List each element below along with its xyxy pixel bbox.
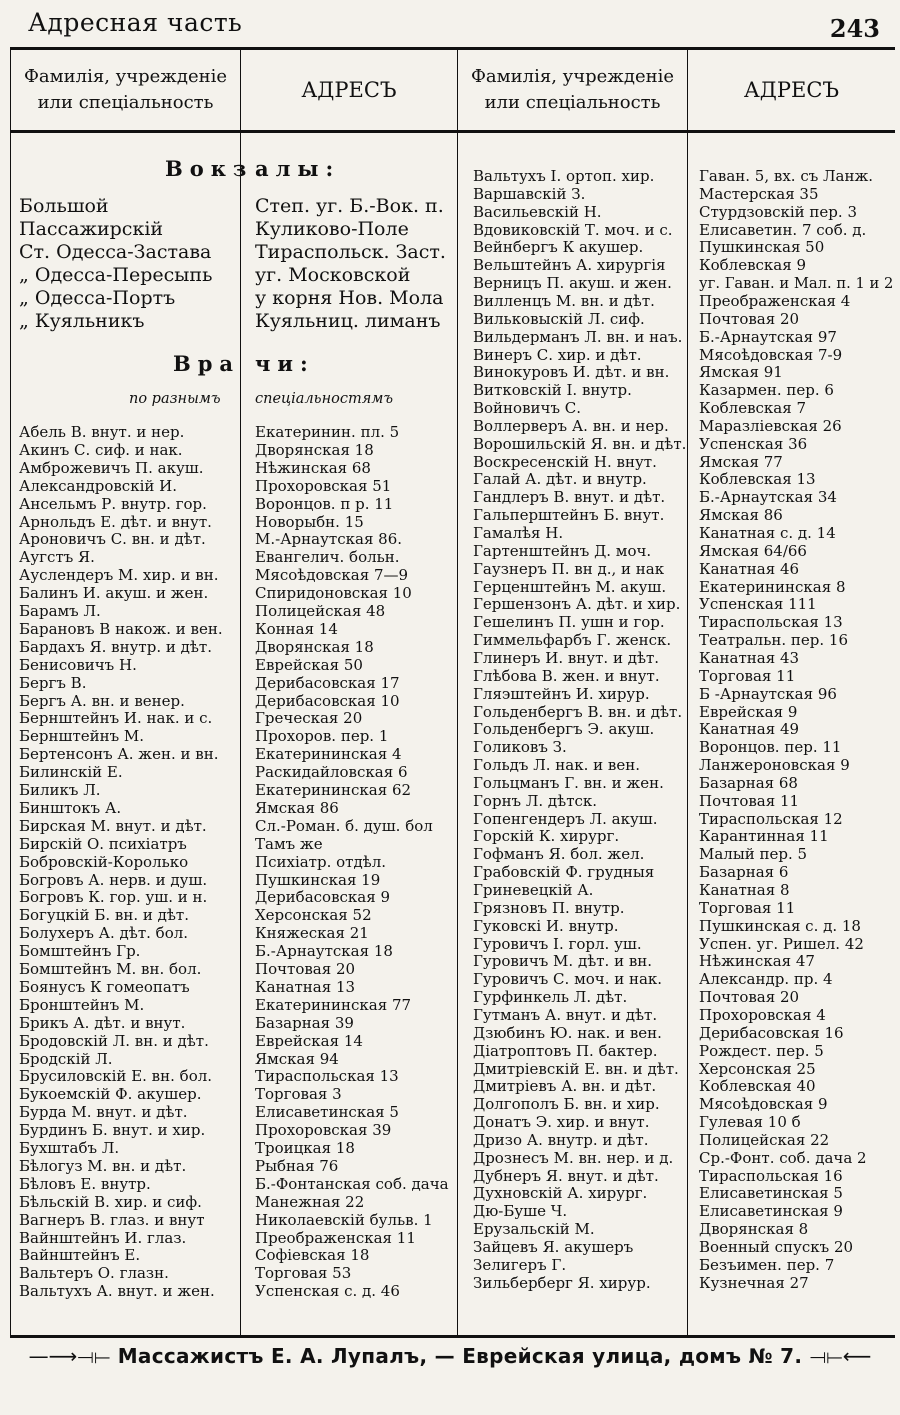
doctor-address: Коблевская 9 bbox=[699, 256, 807, 275]
doctor-address: Прохоровская 4 bbox=[699, 1005, 826, 1024]
advertisement-footer bbox=[0, 1344, 900, 1368]
advertisement-text: Массажистъ Е. А. Лупалъ, — Еврейская улица, домъ № 7. bbox=[117, 1344, 803, 1368]
doctor-address: Николаевскій бульв. 1 bbox=[255, 1210, 433, 1229]
doctor-name: Голиковъ З. bbox=[473, 738, 567, 757]
doctor-address: Раскидайловская 6 bbox=[255, 763, 408, 782]
doctor-name: Горнъ Л. дѣтск. bbox=[473, 791, 598, 810]
doctor-address: Екатеринин. пл. 5 bbox=[255, 423, 400, 441]
doctor-name: Варшавскій З. bbox=[473, 184, 586, 203]
doctor-name: Бухштабъ Л. bbox=[19, 1139, 120, 1157]
doctor-name: Боянусъ К гомеопатъ bbox=[19, 977, 190, 996]
doctor-address: Конная 14 bbox=[255, 619, 338, 638]
doctor-name: Гандлеръ В. внут. и дѣт. bbox=[473, 488, 666, 507]
doctor-name: Гуровичъ М. дѣт. и вн. bbox=[473, 952, 653, 971]
doctor-name: Зайцевъ Я. акушеръ bbox=[473, 1238, 634, 1256]
doctor-name: Діатроптовъ П. бактер. bbox=[473, 1041, 658, 1060]
doctor-address: Б.-Фонтанская соб. дача bbox=[255, 1174, 449, 1193]
page-header bbox=[14, 2, 880, 42]
doctor-name: Дубнеръ Я. внут. и дѣт. bbox=[473, 1166, 659, 1185]
doctor-name: Дрознесъ М. вн. нер. и д. bbox=[473, 1148, 674, 1167]
doctor-name: Глинеръ И. внут. и дѣт. bbox=[473, 648, 660, 667]
doctor-name: Аугстъ Я. bbox=[19, 548, 95, 567]
doctor-address: Прохоровская 39 bbox=[255, 1121, 392, 1140]
doctor-address: Троицкая 18 bbox=[255, 1139, 355, 1157]
doctor-address: Торговая 53 bbox=[255, 1264, 352, 1283]
doctor-name: Зелигеръ Г. bbox=[473, 1255, 567, 1274]
doctor-address: Б.-Арнаутская 97 bbox=[699, 327, 837, 346]
station-name: Большой bbox=[19, 195, 109, 217]
doctor-address: Почтовая 20 bbox=[255, 960, 356, 978]
doctor-address: Елисаветин. 7 соб. д. bbox=[699, 220, 867, 239]
doctor-name: Долгополъ Б. вн. и хир. bbox=[473, 1095, 660, 1114]
doctor-address: Тираспольская 12 bbox=[699, 809, 843, 828]
doctor-address: Успенская 111 bbox=[699, 595, 817, 614]
doctor-address: Гулевая 10 б bbox=[699, 1113, 801, 1132]
doctor-name: Горскій К. хирург. bbox=[473, 827, 620, 846]
doctor-name: Верницъ П. акуш. и жен. bbox=[473, 274, 672, 293]
doctor-address: Канатная 13 bbox=[255, 977, 356, 996]
ornament-right: ⟞⟝⟵ bbox=[809, 1344, 872, 1368]
doctor-name: Духновскій А. хирург. bbox=[473, 1184, 648, 1203]
doctor-name: Гуровичъ І. горл. уш. bbox=[473, 934, 642, 953]
doctor-address: Екатерининская 77 bbox=[255, 995, 412, 1014]
doctor-address: Дерибасовская 16 bbox=[699, 1023, 844, 1042]
doctor-address: Почтовая 11 bbox=[699, 791, 800, 810]
station-address: Куликово-Поле bbox=[255, 218, 409, 240]
station-name: „ Одесса-Портъ bbox=[19, 287, 176, 309]
doctor-name: Грязновъ П. внутр. bbox=[473, 898, 625, 917]
doctor-address: Базарная 39 bbox=[255, 1013, 354, 1032]
doctor-address: Греческая 20 bbox=[255, 709, 363, 728]
station-name: „ Куяльникъ bbox=[19, 310, 145, 332]
doctor-name: Дмитріевскій Е. вн. и дѣт. bbox=[473, 1059, 679, 1078]
doctor-name: Гляэштейнъ И. хирур. bbox=[473, 684, 650, 703]
doctor-name: Войновичъ С. bbox=[473, 399, 581, 418]
doctor-name: Гольдъ Л. нак. и вен. bbox=[473, 756, 640, 775]
doctor-name: Вальтеръ О. глазн. bbox=[19, 1264, 169, 1283]
doctor-address: Коблевская 40 bbox=[699, 1077, 816, 1096]
doctors-heading-b: чи: bbox=[255, 351, 315, 376]
doctor-name: Богровъ А. нерв. и душ. bbox=[19, 870, 208, 889]
doctor-address: Екатерининская 8 bbox=[699, 577, 846, 596]
doctor-address: Почтовая 20 bbox=[699, 309, 800, 328]
doctors-heading-a: Вра bbox=[173, 351, 241, 376]
doctor-address: Б -Арнаутская 96 bbox=[699, 684, 837, 703]
doctor-name: Болухеръ А. дѣт. бол. bbox=[19, 924, 189, 943]
doctor-name: Зильберберг Я. хирур. bbox=[473, 1273, 651, 1292]
doctor-name: Брикъ А. дѣт. и внут. bbox=[19, 1013, 186, 1032]
doctor-name: Дю-Буше Ч. bbox=[473, 1202, 568, 1221]
doctor-name: Брусиловскій Е. вн. бол. bbox=[19, 1067, 213, 1086]
doctor-address: Софіевская 18 bbox=[255, 1246, 370, 1265]
doctor-address: Елисаветинская 5 bbox=[255, 1103, 399, 1122]
column-divider bbox=[457, 50, 458, 1335]
doctor-name: Воскресенскій Н. внут. bbox=[473, 452, 657, 471]
doctor-name: Бергъ А. вн. и венер. bbox=[19, 691, 185, 710]
doctor-name: Бѣловъ Е. внутр. bbox=[19, 1174, 151, 1193]
doctor-name: Бѣлогуз М. вн. и дѣт. bbox=[19, 1156, 187, 1175]
doctor-name: Грабовскій Ф. грудныя bbox=[473, 863, 655, 882]
stations-heading-a: Вокз bbox=[165, 156, 254, 181]
stations-heading-b: алы: bbox=[255, 156, 341, 181]
doctor-name: Бомштейнъ М. вн. бол. bbox=[19, 960, 202, 978]
doctor-name: Ансельмъ Р. внутр. гор. bbox=[19, 494, 207, 513]
doctor-address: Карантинная 11 bbox=[699, 827, 829, 846]
doctor-address: Б.-Арнаутская 34 bbox=[699, 488, 837, 507]
doctor-name: Дзюбинъ Ю. нак. и вен. bbox=[473, 1023, 662, 1042]
doctor-name: Гиммельфарбъ Г. женск. bbox=[473, 631, 672, 650]
doctors-subheading-a: по разнымъ bbox=[129, 391, 221, 407]
header-address-right: АДРЕСЪ bbox=[743, 78, 840, 102]
page-number: 243 bbox=[829, 14, 880, 43]
doctor-address: Малый пер. 5 bbox=[699, 845, 808, 864]
doctor-address: Б.-Арнаутская 18 bbox=[255, 942, 393, 961]
doctor-address: уг. Гаван. и Мал. п. 1 и 2 bbox=[699, 274, 894, 293]
station-address: Куяльниц. лиманъ bbox=[255, 310, 441, 332]
directory-table bbox=[10, 47, 895, 1338]
doctor-address: Успенская 36 bbox=[699, 434, 808, 453]
doctor-name: Билинскій Е. bbox=[19, 763, 123, 782]
doctor-address: Мясоѣдовская 9 bbox=[699, 1095, 828, 1114]
doctor-name: Арнольдъ Е. дѣт. и внут. bbox=[19, 512, 212, 531]
doctor-name: Бардахъ Я. внутр. и дѣт. bbox=[19, 637, 212, 656]
doctor-address: Прохоровская 51 bbox=[255, 476, 392, 495]
doctor-address: Екатерининская 4 bbox=[255, 745, 402, 764]
doctor-address: Манежная 22 bbox=[255, 1192, 365, 1211]
doctor-address: Кузнечная 27 bbox=[699, 1273, 809, 1292]
doctor-address: Ямская 94 bbox=[255, 1049, 339, 1068]
doctor-name: Бомштейнъ Гр. bbox=[19, 942, 141, 961]
doctor-name: Богровъ К. гор. уш. и н. bbox=[19, 888, 208, 907]
doctor-address: Воронцов. пер. 11 bbox=[699, 738, 842, 757]
header-name-left: Фамилія, учрежденіе или спеціальность bbox=[23, 66, 228, 113]
doctor-name: Воллерверъ А. вн. и нер. bbox=[473, 416, 669, 435]
doctor-address: Тамъ же bbox=[255, 834, 323, 853]
doctor-name: Бродскій Л. bbox=[19, 1049, 113, 1068]
doctor-name: Донатъ Э. хир. и внут. bbox=[473, 1113, 650, 1132]
doctor-name: Винеръ С. хир. и дѣт. bbox=[473, 345, 642, 364]
doctors-subheading-b: спеціальностямъ bbox=[255, 391, 394, 407]
doctor-address: Торговая 3 bbox=[255, 1085, 342, 1104]
doctor-name: Вагнеръ В. глаз. и внут bbox=[19, 1210, 205, 1229]
doctor-name: Вейнбергъ К акушер. bbox=[473, 238, 644, 257]
station-address: у корня Нов. Мола bbox=[255, 287, 444, 309]
doctor-address: Стурдзовскій пер. 3 bbox=[699, 202, 857, 221]
doctor-name: Вельштейнъ А. хирургія bbox=[473, 256, 666, 275]
doctor-name: Гофманъ Я. бол. жел. bbox=[473, 845, 645, 864]
station-name: Ст. Одесса-Застава bbox=[19, 241, 212, 263]
doctor-address: Почтовая 20 bbox=[699, 988, 800, 1007]
station-address: уг. Московской bbox=[255, 264, 411, 286]
station-name: „ Одесса-Пересыпь bbox=[19, 264, 213, 286]
doctor-name: Гешелинъ П. ушн и гор. bbox=[473, 613, 665, 632]
doctor-address: Нѣжинская 68 bbox=[255, 458, 371, 477]
doctor-name: Гутманъ А. внут. и дѣт. bbox=[473, 1005, 658, 1024]
doctor-name: Ворошильскій Я. вн. и дѣт. bbox=[473, 434, 687, 453]
doctor-address: Дерибасовская 9 bbox=[255, 888, 391, 907]
doctor-name: Амброжевичъ П. акуш. bbox=[19, 458, 204, 477]
doctor-address: Ямская 91 bbox=[699, 363, 783, 382]
doctor-address: Пушкинская 19 bbox=[255, 870, 381, 889]
doctor-address: Княжеская 21 bbox=[255, 924, 369, 943]
doctor-name: Гриневецкій А. bbox=[473, 881, 594, 899]
doctor-name: Гершензонъ А. дѣт. и хир. bbox=[473, 595, 681, 614]
doctor-address: Воронцов. п р. 11 bbox=[255, 494, 394, 513]
doctor-name: Гопенгендеръ Л. акуш. bbox=[473, 809, 658, 828]
doctor-address: Дерибасовская 17 bbox=[255, 673, 400, 692]
doctor-address: Успенская с. д. 46 bbox=[255, 1282, 400, 1301]
doctor-name: Гурфинкель Л. дѣт. bbox=[473, 988, 628, 1007]
doctor-address: Тираспольская 13 bbox=[699, 613, 843, 632]
doctor-name: Барановъ В накож. и вен. bbox=[19, 619, 223, 638]
doctor-address: Успен. уг. Ришел. 42 bbox=[699, 934, 864, 953]
doctor-name: Гамалѣя Н. bbox=[473, 524, 564, 542]
doctor-name: Балинъ И. акуш. и жен. bbox=[19, 584, 209, 603]
doctor-name: Бурда М. внут. и дѣт. bbox=[19, 1103, 188, 1122]
doctor-name: Ароновичъ С. вн. и дѣт. bbox=[19, 530, 206, 549]
doctor-name: Герценштейнъ М. акуш. bbox=[473, 577, 667, 596]
doctor-address: Базарная 6 bbox=[699, 863, 789, 882]
header-name-right: Фамилія, учрежденіе или спеціальность bbox=[470, 66, 675, 113]
header-rule bbox=[11, 130, 895, 133]
doctor-name: Бернштейнъ М. bbox=[19, 727, 145, 746]
doctor-name: Бертенсонъ А. жен. и вн. bbox=[19, 745, 219, 764]
doctor-address: Канатная 46 bbox=[699, 559, 800, 578]
doctor-address: Дворянская 8 bbox=[699, 1220, 809, 1239]
doctor-name: Гольцманъ Г. вн. и жен. bbox=[473, 773, 664, 792]
doctor-name: Бернштейнъ И. нак. и с. bbox=[19, 709, 213, 728]
doctor-address: Коблевская 13 bbox=[699, 470, 816, 489]
doctor-address: Преображенская 4 bbox=[699, 291, 851, 310]
doctor-name: Вальтухъ І. ортоп. хир. bbox=[473, 167, 655, 185]
header-address-left: АДРЕСЪ bbox=[301, 78, 397, 102]
doctor-name: Богуцкій Б. вн. и дѣт. bbox=[19, 906, 189, 925]
doctor-address: Дворянская 18 bbox=[255, 440, 374, 459]
doctor-name: Галай А. дѣт. и внутр. bbox=[473, 470, 647, 489]
doctor-address: Елисаветинская 5 bbox=[699, 1184, 843, 1203]
doctor-name: Биликъ Л. bbox=[19, 781, 101, 799]
doctor-name: Вайнштейнъ Е. bbox=[19, 1246, 141, 1265]
doctor-address: Сл.-Роман. б. душ. бол bbox=[255, 816, 433, 835]
doctor-address: Еврейская 50 bbox=[255, 655, 363, 674]
doctor-address: Пушкинская 50 bbox=[699, 238, 825, 257]
doctor-address: Елисаветинская 9 bbox=[699, 1202, 843, 1221]
doctor-name: Винокуровъ И. дѣт. и вн. bbox=[473, 363, 670, 382]
station-address: Степ. уг. Б.-Вок. п. bbox=[255, 195, 444, 217]
doctor-address: Мясоѣдовская 7—9 bbox=[255, 566, 409, 585]
doctor-name: Абель В. внут. и нер. bbox=[19, 423, 185, 441]
doctor-address: Полицейская 22 bbox=[699, 1130, 830, 1149]
doctor-address: Казармен. пер. 6 bbox=[699, 381, 834, 400]
doctor-name: Бенисовичъ Н. bbox=[19, 655, 137, 674]
doctor-address: Херсонская 52 bbox=[255, 906, 372, 925]
doctor-address: Екатерининская 62 bbox=[255, 781, 412, 799]
doctor-address: Преображенская 11 bbox=[255, 1228, 416, 1247]
doctor-name: Дмитріевъ А. вн. и дѣт. bbox=[473, 1077, 657, 1096]
column-divider bbox=[240, 50, 241, 1335]
doctor-address: Нѣжинская 47 bbox=[699, 952, 815, 971]
doctor-name: Бирскій О. психіатръ bbox=[19, 834, 187, 853]
doctor-name: Букоемскій Ф. акушер. bbox=[19, 1085, 202, 1104]
doctor-name: Бинштокъ А. bbox=[19, 798, 122, 817]
doctor-name: Акинъ С. сиф. и нак. bbox=[19, 440, 183, 459]
doctor-address: Пушкинская с. д. 18 bbox=[699, 916, 861, 935]
column-divider bbox=[687, 50, 688, 1335]
ornament-left: —⟶⟞⟝ bbox=[28, 1344, 111, 1368]
doctor-address: Канатная 43 bbox=[699, 648, 800, 667]
doctor-name: Вальтухъ А. внут. и жен. bbox=[19, 1282, 215, 1301]
doctor-name: Бурдинъ Б. внут. и хир. bbox=[19, 1121, 206, 1140]
section-title: Адресная часть bbox=[28, 8, 243, 37]
doctor-address: Военный спускъ 20 bbox=[699, 1238, 854, 1256]
doctor-address: Торговая 11 bbox=[699, 898, 796, 917]
doctor-address: Еврейская 9 bbox=[699, 702, 798, 721]
doctor-name: Вильковыскій Л. сиф. bbox=[473, 309, 645, 328]
doctor-name: Гольденбергъ Э. акуш. bbox=[473, 720, 655, 739]
doctor-name: Гуровичъ С. моч. и нак. bbox=[473, 970, 663, 989]
doctor-name: Бергъ В. bbox=[19, 673, 87, 692]
doctor-address: Еврейская 14 bbox=[255, 1031, 363, 1050]
doctor-address: Ямская 86 bbox=[699, 506, 783, 525]
doctor-address: Ср.-Фонт. соб. дача 2 bbox=[699, 1148, 867, 1167]
doctor-address: Ланжероновская 9 bbox=[699, 756, 850, 775]
doctor-address: Канатная с. д. 14 bbox=[699, 524, 836, 542]
doctor-address: Херсонская 25 bbox=[699, 1059, 816, 1078]
doctor-name: Вайнштейнъ И. глаз. bbox=[19, 1228, 187, 1247]
doctor-name: Ерузальскій М. bbox=[473, 1220, 595, 1239]
doctor-address: Канатная 8 bbox=[699, 881, 790, 899]
doctor-address: Евангелич. больн. bbox=[255, 548, 400, 567]
doctor-address: Канатная 49 bbox=[699, 720, 800, 739]
doctor-address: Спиридоновская 10 bbox=[255, 584, 412, 603]
doctor-name: Вильдерманъ Л. вн. и наъ. bbox=[473, 327, 683, 346]
doctor-address: Маразліевская 26 bbox=[699, 416, 842, 435]
doctor-name: Ауслендеръ М. хир. и вн. bbox=[19, 566, 219, 585]
doctor-address: Торговая 11 bbox=[699, 666, 796, 685]
doctor-address: М.-Арнаутская 86. bbox=[255, 530, 403, 549]
doctor-address: Прохоров. пер. 1 bbox=[255, 727, 389, 746]
doctor-name: Гаузнеръ П. вн д., и нак bbox=[473, 559, 665, 578]
doctor-address: Рыбная 76 bbox=[255, 1156, 339, 1175]
doctor-name: Александровскій И. bbox=[19, 476, 177, 495]
doctor-address: Психіатр. отдѣл. bbox=[255, 852, 387, 871]
doctor-address: Коблевская 7 bbox=[699, 399, 807, 418]
doctor-name: Барамъ Л. bbox=[19, 602, 101, 620]
doctor-name: Глѣбова В. жен. и внут. bbox=[473, 666, 660, 685]
doctor-name: Васильевскій Н. bbox=[473, 202, 602, 221]
doctor-name: Дризо А. внутр. и дѣт. bbox=[473, 1130, 649, 1149]
station-name: Пассажирскій bbox=[19, 218, 164, 240]
doctor-address: Ямская 86 bbox=[255, 798, 339, 817]
doctor-address: Базарная 68 bbox=[699, 773, 798, 792]
doctor-name: Гальперштейнъ Б. внут. bbox=[473, 506, 665, 525]
doctor-address: Ямская 77 bbox=[699, 452, 783, 471]
doctor-name: Бѣльскій В. хир. и сиф. bbox=[19, 1192, 202, 1211]
doctor-address: Тираспольская 13 bbox=[255, 1067, 399, 1086]
doctor-name: Гольденбергъ В. вн. и дѣт. bbox=[473, 702, 683, 721]
doctor-name: Бронштейнъ М. bbox=[19, 995, 145, 1014]
doctor-address: Ямская 64/66 bbox=[699, 541, 807, 560]
doctor-name: Вилленцъ М. вн. и дѣт. bbox=[473, 291, 655, 310]
doctor-name: Бирская М. внут. и дѣт. bbox=[19, 816, 207, 835]
doctor-address: Мастерская 35 bbox=[699, 184, 819, 203]
doctor-address: Гаван. 5, вх. съ Ланж. bbox=[699, 167, 874, 185]
doctor-address: Полицейская 48 bbox=[255, 602, 386, 620]
doctor-address: Новорыбн. 15 bbox=[255, 512, 364, 531]
doctor-name: Витковскій І. внутр. bbox=[473, 381, 632, 400]
doctor-address: Александр. пр. 4 bbox=[699, 970, 833, 989]
station-address: Тираспольск. Заст. bbox=[255, 241, 446, 263]
doctor-name: Бродовскій Л. вн. и дѣт. bbox=[19, 1031, 209, 1050]
doctor-name: Вдовиковскій Т. моч. и с. bbox=[473, 220, 673, 239]
doctor-address: Дворянская 18 bbox=[255, 637, 374, 656]
doctor-address: Мясоѣдовская 7-9 bbox=[699, 345, 843, 364]
doctor-name: Бобровскій-Королько bbox=[19, 852, 189, 871]
doctor-address: Тираспольская 16 bbox=[699, 1166, 843, 1185]
doctor-name: Гартенштейнъ Д. моч. bbox=[473, 541, 652, 560]
doctor-address: Безъимен. пер. 7 bbox=[699, 1255, 835, 1274]
doctor-address: Театральн. пер. 16 bbox=[699, 631, 848, 650]
doctor-name: Гуковскі И. внутр. bbox=[473, 916, 619, 935]
doctor-address: Рождест. пер. 5 bbox=[699, 1041, 824, 1060]
doctor-address: Дерибасовская 10 bbox=[255, 691, 400, 710]
